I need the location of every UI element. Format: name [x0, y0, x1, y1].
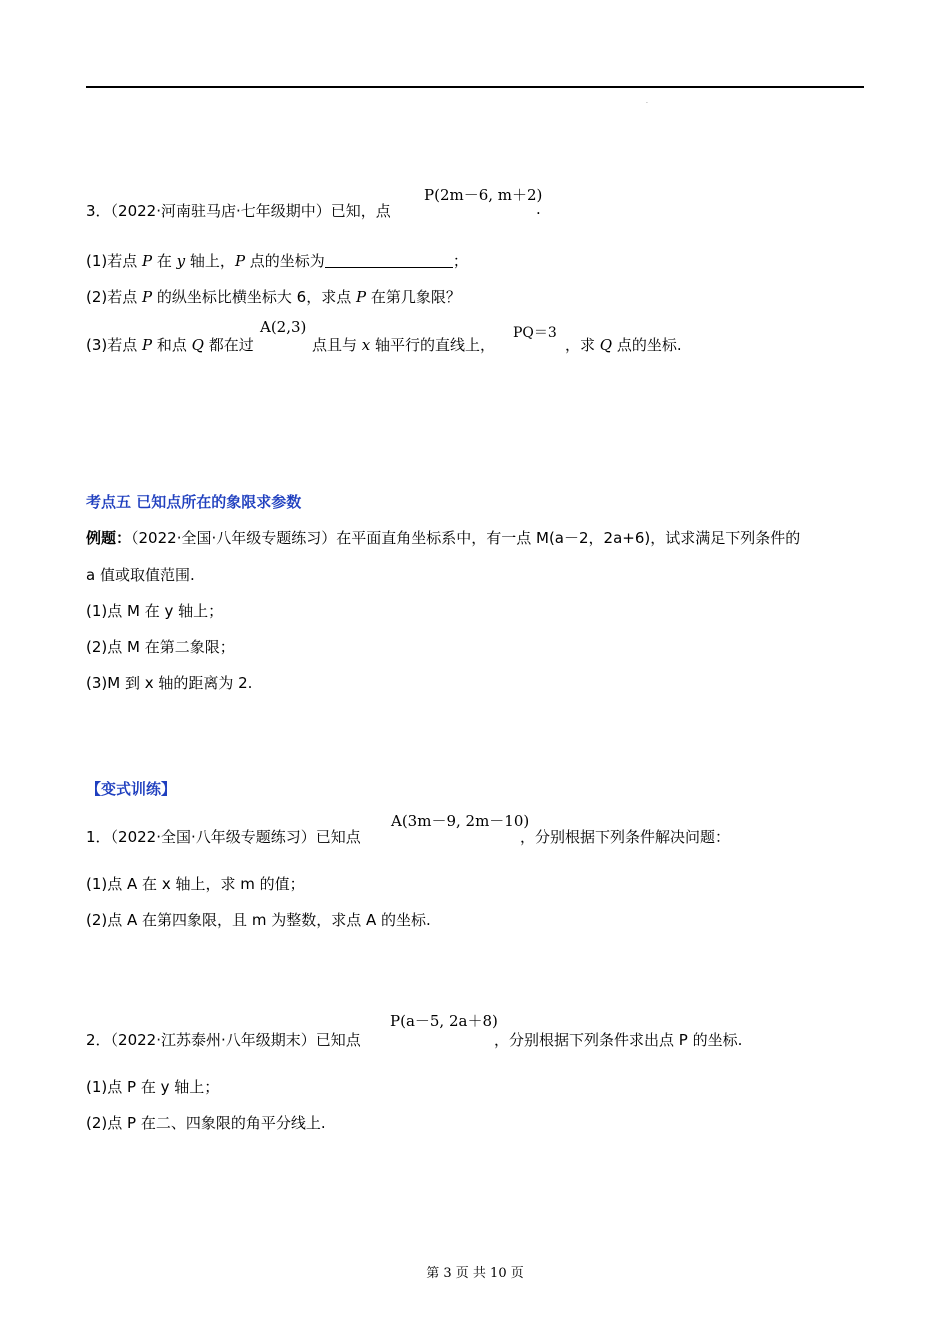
q3-p2-var2: P [355, 288, 367, 306]
example-line2: a 值或取值范围. [86, 566, 195, 584]
variant1-part1: (1)点 A 在 x 轴上，求 m 的值； [86, 875, 305, 893]
variant-title: 【变式训练】 [86, 780, 177, 798]
variant2-part2: (2)点 P 在二、四象限的角平分线上. [86, 1114, 326, 1132]
q3-p3-var3: Q [599, 336, 613, 354]
q3-p3-var2: Q [191, 336, 204, 354]
q3-p3-formula1: A(2,3) [260, 318, 307, 336]
q3-p1-var2: P [234, 252, 246, 270]
q3-intro [86, 200, 391, 221]
q3-p3-text2: 和点 [152, 336, 192, 354]
q3-part3 [86, 334, 254, 355]
q3-formula: P(2m－6, m＋2) [424, 186, 543, 204]
q3-p2-text2: 的纵坐标比横坐标大 6，求点 [152, 288, 356, 306]
variant1-intro-end: ，分别根据下列条件解决问题： [520, 828, 731, 846]
example-part1: (1)点 M 在 y 轴上； [86, 602, 224, 620]
q3-p2-text: (2)若点 [86, 288, 143, 306]
q3-p1-text4: 点的坐标为 [245, 252, 325, 270]
example-text: （2022·全国·八年级专题练习）在平面直角坐标系中，有一点 M(a－2，2a+6)，试求满足下列条件的 [131, 529, 801, 547]
q3-part1 [86, 250, 468, 271]
q3-p3-text7: 点的坐标. [612, 336, 682, 354]
q3-p1-end: ； [452, 252, 468, 270]
q3-p1-var: P [142, 252, 153, 270]
q3-p1-text3: 轴上， [185, 252, 235, 270]
q3-part2 [86, 286, 461, 307]
q3-p1-text: (1)若点 [86, 252, 143, 270]
q3-part3-b [312, 334, 495, 355]
example-label: 例题： [86, 529, 132, 547]
example-part2: (2)点 M 在第二象限； [86, 638, 235, 656]
v1-formula: A(3m－9, 2m－10) [391, 812, 530, 830]
q3-p3-text6: ，求 [565, 336, 600, 354]
q3-intro-end: . [536, 200, 541, 218]
variant1-part2: (2)点 A 在第四象限，且 m 为整数，求点 A 的坐标. [86, 911, 431, 929]
v2-formula: P(a－5, 2a＋8) [390, 1012, 498, 1030]
q3-p3-text: (3)若点 [86, 336, 143, 354]
q3-p3-var: P [142, 336, 153, 354]
variant1-intro: 1．（2022·全国·八年级专题练习）已知点 [86, 828, 361, 846]
example-line1 [86, 527, 800, 548]
example-part3: (3)M 到 x 轴的距离为 2. [86, 674, 253, 692]
q3-p3-text3: 都在过 [203, 336, 254, 354]
page-footer: 第 3 页 共 10 页 [426, 1266, 524, 1281]
q3-p3-axis: x [361, 336, 371, 354]
q3-p2-var: P [142, 288, 153, 306]
variant2-intro: 2．（2022·江苏泰州·八年级期末）已知点 [86, 1031, 361, 1049]
answer-blank[interactable] [325, 253, 453, 268]
q3-intro-text: 3．（2022·河南驻马店·七年级期中）已知，点 [86, 202, 391, 220]
section-title: 考点五 已知点所在的象限求参数 [86, 493, 302, 511]
q3-p1-axis: y [176, 252, 186, 270]
q3-p3-text4: 点且与 [312, 336, 362, 354]
q3-p1-text2: 在 [152, 252, 177, 270]
q3-p3-text5: 轴平行的直线上， [370, 336, 496, 354]
q3-part3-c [565, 334, 682, 355]
q3-p2-text3: 在第几象限？ [366, 288, 461, 306]
header-rule [86, 86, 864, 88]
variant2-intro-end: ，分别根据下列条件求出点 P 的坐标. [494, 1031, 743, 1049]
q3-p3-formula2: PQ＝3 [513, 325, 557, 341]
header-dot: . [646, 98, 648, 105]
variant2-part1: (1)点 P 在 y 轴上； [86, 1078, 220, 1096]
